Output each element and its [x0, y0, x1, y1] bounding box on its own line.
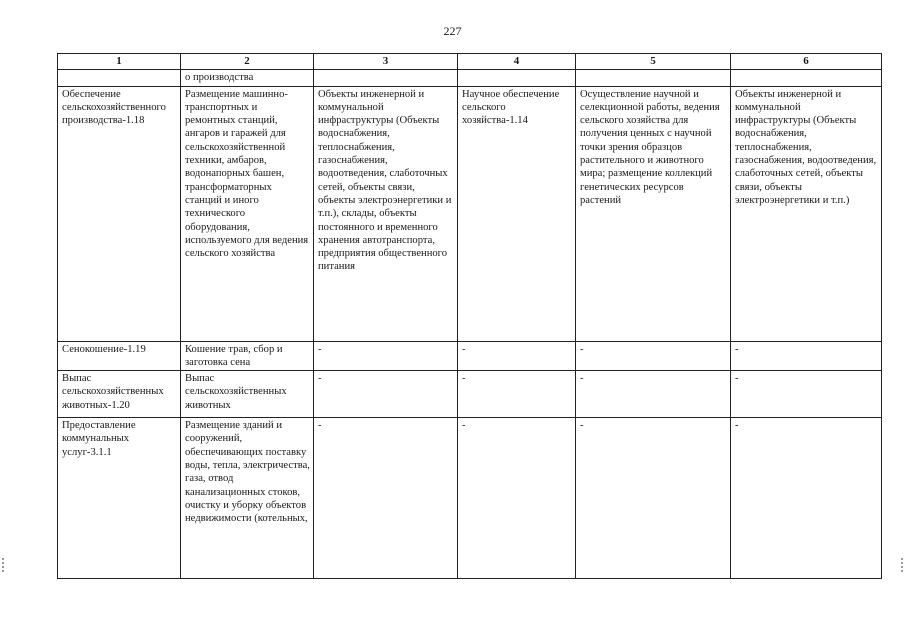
cell-use-description: Кошение трав, сбор и заготовка сена — [181, 341, 314, 371]
cell-conditional-use-type: - — [458, 371, 576, 418]
cell-conditional-auxiliary-objects — [731, 70, 882, 86]
cell-use-type: Выпас сельскохозяйственных животных-1.20 — [58, 371, 181, 418]
cell-conditional-use-type: - — [458, 341, 576, 371]
cell-conditional-use-type: - — [458, 418, 576, 579]
column-header-4: 4 — [458, 54, 576, 70]
cell-conditional-use-description: - — [576, 371, 731, 418]
page-number: 227 — [443, 24, 462, 38]
table-row — [58, 86, 882, 341]
scan-edge-mark — [901, 558, 903, 572]
cell-use-type — [58, 70, 181, 86]
header-row — [58, 54, 882, 70]
cell-use-type: Предоставление коммунальных услуг-3.1.1 — [58, 418, 181, 579]
column-header-1: 1 — [58, 54, 181, 70]
cell-auxiliary-objects: - — [314, 371, 458, 418]
cell-use-type: Сенокошение-1.19 — [58, 341, 181, 371]
cell-auxiliary-objects: - — [314, 418, 458, 579]
column-header-2: 2 — [181, 54, 314, 70]
cell-conditional-use-type: Научное обеспечение сельского хозяйства-1.14 — [458, 86, 576, 341]
cell-conditional-use-description: - — [576, 418, 731, 579]
cell-use-description: Размещение зданий и сооружений, обеспечивающих поставку воды, тепла, электричества, газа, отвод канализационных стоков, очистку и уборку объектов недвижимости (котельных, — [181, 418, 314, 579]
cell-auxiliary-objects — [314, 70, 458, 86]
table-row — [58, 418, 882, 579]
column-header-3: 3 — [314, 54, 458, 70]
cell-use-type: Обеспечение сельскохозяйственного производства-1.18 — [58, 86, 181, 341]
cell-conditional-auxiliary-objects: Объекты инженерной и коммунальной инфраструктуры (Объекты водоснабжения, теплоснабжения, газоснабжения, водоотведения, слаботочных сетей, объекты связи, объекты электроэнергетики и т.п.) — [731, 86, 882, 341]
cell-auxiliary-objects: Объекты инженерной и коммунальной инфраструктуры (Объекты водоснабжения, теплоснабжения, газоснабжения, водоотведения, слаботочных сетей, объекты связи, объекты электроэнергетики и т.п.), склады, объекты постоянного и временного хранения автотранспорта, предприятия общественного питания — [314, 86, 458, 341]
table-row — [58, 341, 882, 371]
column-header-6: 6 — [731, 54, 882, 70]
table-row — [58, 70, 882, 86]
cell-conditional-use-description: - — [576, 341, 731, 371]
land-use-table — [57, 53, 882, 579]
cell-use-description: Размещение машинно-транспортных и ремонтных станций, ангаров и гаражей для сельскохозяйственной техники, амбаров, водонапорных башен, трансформаторных станций и иного технического оборудования, используемого для ведения сельского хозяйства — [181, 86, 314, 341]
cell-conditional-use-description: Осуществление научной и селекционной работы, ведения сельского хозяйства для получения ценных с научной точки зрения образцов растительного и животного мира; размещение коллекций генетических ресурсов растений — [576, 86, 731, 341]
cell-conditional-auxiliary-objects: - — [731, 371, 882, 418]
cell-conditional-use-description — [576, 70, 731, 86]
cell-use-description: о производства — [181, 70, 314, 86]
cell-conditional-auxiliary-objects: - — [731, 418, 882, 579]
column-header-5: 5 — [576, 54, 731, 70]
cell-conditional-use-type — [458, 70, 576, 86]
cell-conditional-auxiliary-objects: - — [731, 341, 882, 371]
cell-auxiliary-objects: - — [314, 341, 458, 371]
scan-edge-mark — [2, 558, 4, 572]
cell-use-description: Выпас сельскохозяйственных животных — [181, 371, 314, 418]
table-row — [58, 371, 882, 418]
